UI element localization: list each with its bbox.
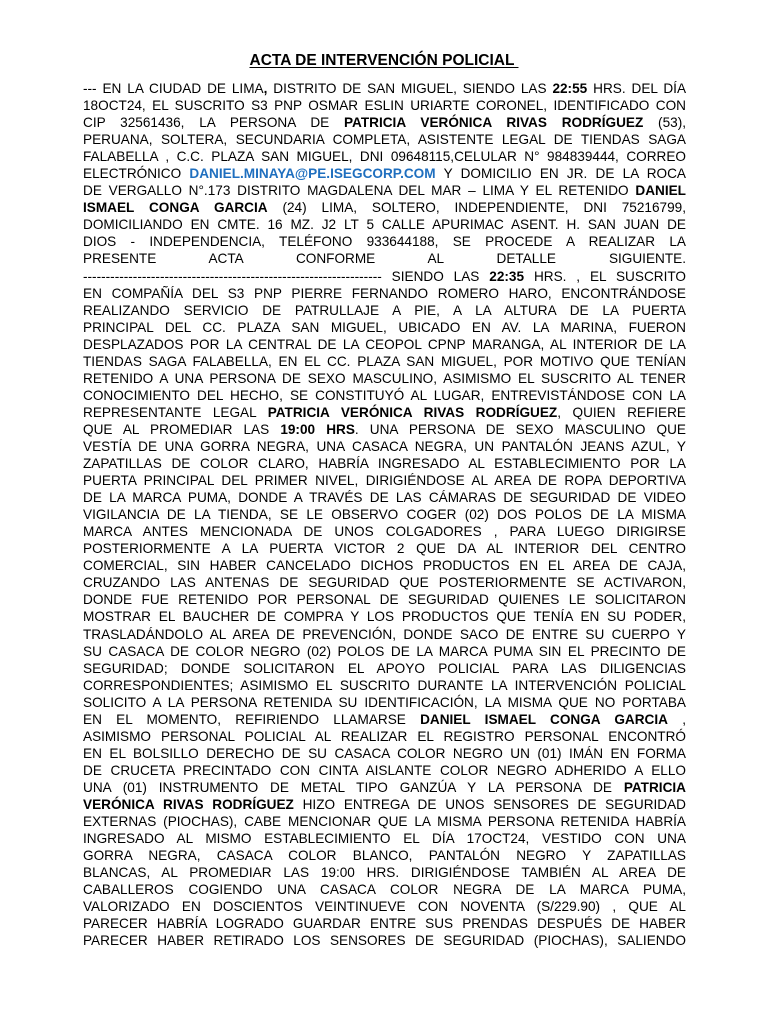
body-text: CABALLEROS COGIENDO UNA CASACA COLOR NEGRA DE LA MARCA PUMA, <box>83 882 686 898</box>
body-line <box>83 608 686 625</box>
body-line <box>83 643 686 660</box>
body-text: PUERTA PRINCIPAL DEL PRIMER NIVEL, DIRIGIÉNDOSE AL AREA DE ROPA DEPORTIVA <box>83 473 686 489</box>
bold-text: DANIEL ISMAEL CONGA GARCIA <box>420 711 668 727</box>
body-line <box>83 660 686 677</box>
body-line <box>83 455 686 472</box>
body-text: VIGILANCIA DE LA TIENDA, SE LE OBSERVO COGER (02) DOS POLOS DE LA MISMA <box>83 507 686 523</box>
body-line <box>83 285 686 302</box>
body-text: ------------------------------------------------------------------ SIENDO LAS <box>83 268 490 284</box>
body-line <box>83 745 686 762</box>
bold-text: 19:00 HRS <box>280 421 355 437</box>
body-line <box>83 97 686 114</box>
body-text: DOMICILIANDO EN CMTE. 16 MZ. J2 LT 5 CALLE APURIMAC ASENT. H. SAN JUAN DE <box>83 217 686 233</box>
body-line <box>83 932 686 949</box>
document-title-text: ACTA DE INTERVENCIÓN POLICIAL <box>249 52 519 69</box>
body-text: DE VERGALLO N°.173 DISTRITO MAGDALENA DEL MAR – LIMA Y EL RETENIDO <box>83 183 636 199</box>
body-text: ELECTRÓNICO <box>83 166 190 182</box>
body-text: 18OCT24, EL SUSCRITO S3 PNP OSMAR ESLIN URIARTE CORONEL, IDENTIFICADO CON <box>83 98 686 114</box>
body-text: TRASLADÁNDOLO AL AREA DE PREVENCIÓN, DONDE SACO DE ENTRE SU CUERPO Y <box>83 626 686 642</box>
body-text: COMERCIAL, SIN HABER CANCELADO DICHOS PRODUCTOS EN EL AREA DE CAJA, <box>83 558 686 574</box>
bold-text: ISMAEL CONGA GARCIA <box>83 200 268 216</box>
bold-text: DANIEL <box>635 183 686 199</box>
bold-text: PATRICIA VERÓNICA RIVAS RODRÍGUEZ <box>267 404 558 420</box>
body-text: DONDE FUE RETENIDO POR PERSONAL DE SEGURIDAD QUIENES LE SOLICITARON <box>83 592 686 608</box>
body-line <box>83 574 686 591</box>
body-text: CONOCIMIENTO DEL HECHO, SE CONSTITUYÓ AL LUGAR, ENTREVISTÁNDOSE CON LA <box>83 387 686 403</box>
body-line <box>83 472 686 489</box>
body-text: CIP 32561436, LA PERSONA DE <box>83 115 344 131</box>
body-text: GORRA NEGRA, CASACA COLOR BLANCO, PANTALÓN NEGRO Y ZAPATILLAS <box>83 848 686 864</box>
email-link[interactable]: DANIEL.MINAYA@PE.ISEGCORP.COM <box>189 166 436 182</box>
body-text: DESPLAZADOS POR LA CENTRAL DE LA CEOPOL CPNP MARANGA, AL INTERIOR DE LA <box>83 336 686 352</box>
body-text: Y DOMICILIO EN JR. DE LA ROCA <box>435 166 686 182</box>
body-line <box>83 438 686 455</box>
body-text: , <box>667 711 686 727</box>
body-line <box>83 796 686 813</box>
body-text: (24) LIMA, SOLTERO, INDEPENDIENTE, DNI 75216799, <box>267 200 686 216</box>
body-text: ASIMISMO PERSONAL POLICIAL AL REALIZAR EL REGISTRO PERSONAL ENCONTRÓ <box>83 728 686 744</box>
body-text: SOLICITO A LA PERSONA RETENIDA SU IDENTIFICACIÓN, LA MISMA QUE NO PORTABA <box>83 694 686 710</box>
body-line <box>83 677 686 694</box>
body-line <box>83 591 686 608</box>
body-text: VESTÍA DE UNA GORRA NEGRA, UNA CASACA NEGRA, UN PANTALÓN JEANS AZUL, Y <box>83 438 686 454</box>
body-text: EN COMPAÑÍA DEL S3 PNP PIERRE FERNANDO ROMERO HARO, ENCONTRÁNDOSE <box>83 285 686 301</box>
bold-text: , <box>263 81 268 96</box>
body-line <box>83 319 686 336</box>
body-line <box>83 80 686 97</box>
body-text: PRINCIPAL DEL CC. PLAZA SAN MIGUEL, UBICADO EN AV. LA MARINA, FUERON <box>83 319 686 335</box>
body-text: TIENDAS SAGA FALABELLA, EN EL CC. PLAZA SAN MIGUEL, POR MOTIVO QUE TENÍAN <box>83 353 686 369</box>
body-line <box>83 557 686 574</box>
body-line <box>83 506 686 523</box>
document-title <box>0 51 768 71</box>
body-text: EN EL MOMENTO, REFIRIENDO LLAMARSE <box>83 711 421 727</box>
body-text: EN EL BOLSILLO DERECHO DE SU CASACA COLOR NEGRO UN (01) IMÁN EN FORMA <box>83 745 686 761</box>
body-line <box>83 336 686 353</box>
bold-text: PATRICIA VERÓNICA RIVAS RODRÍGUEZ <box>343 115 644 131</box>
body-text: CRUZANDO LAS ANTENAS DE SEGURIDAD QUE POSTERIORMENTE SE ACTIVARON, <box>83 575 686 591</box>
body-line <box>83 830 686 847</box>
body-text: SEGURIDAD; DONDE SOLICITARON EL APOYO POLICIAL PARA LAS DILIGENCIAS <box>83 660 686 676</box>
body-text: BLANCAS, AL PROMEDIAR LAS 19:00 HRS. DIRIGIÉNDOSE TAMBIÉN AL AREA DE <box>83 865 686 881</box>
body-line <box>83 779 686 796</box>
body-line <box>83 199 686 216</box>
body-line <box>83 813 686 830</box>
body-line <box>83 216 686 233</box>
body-line <box>83 268 686 285</box>
document-body <box>83 80 686 949</box>
body-line <box>83 182 686 199</box>
bold-text: 22:35 <box>489 268 525 284</box>
body-line <box>83 540 686 557</box>
body-text: REALIZANDO SERVICIO DE PATRULLAJE A PIE, A LA ALTURA DE LA PUERTA <box>83 302 686 318</box>
body-text: PRESENTE ACTA CONFORME AL DETALLE SIGUIENTE. <box>83 251 686 267</box>
body-text: SU CASACA DE COLOR NEGRO (02) POLOS DE LA MARCA PUMA SIN EL PRECINTO DE <box>83 643 686 659</box>
body-text: EXTERNAS (PIOCHAS), CABE MENCIONAR QUE LA MISMA PERSONA RETENIDA HABRÍA <box>83 814 686 830</box>
body-text: DE CRUCETA PRECINTADO CON CINTA AISLANTE COLOR NEGRO ADHERIDO A ELLO <box>83 762 686 778</box>
body-text: UNA (01) INSTRUMENTO DE METAL TIPO GANZÚA Y LA PERSONA DE <box>83 779 624 795</box>
body-line <box>83 302 686 319</box>
body-text: MOSTRAR EL BAUCHER DE COMPRA Y LOS PRODUCTOS QUE TENÍA EN SU PODER, <box>83 609 686 625</box>
body-line <box>83 114 686 131</box>
body-text: ZAPATILLAS DE COLOR CLARO, HABRÍA INGRESADO AL ESTABLECIMIENTO POR LA <box>83 456 686 472</box>
bold-text: 22:55 <box>552 81 588 96</box>
body-text: . UNA PERSONA DE SEXO MASCULINO QUE <box>354 421 686 437</box>
body-text: QUE AL PROMEDIAR LAS <box>83 421 281 437</box>
body-line <box>83 148 686 165</box>
body-line <box>83 165 686 182</box>
body-text: FALABELLA , C.C. PLAZA SAN MIGUEL, DNI 09648115,CELULAR N° 984839444, CORREO <box>83 149 686 165</box>
body-text: MARCA ANTES MENCIONADA DE UNOS COLGADORES , PARA LUEGO DIRIGIRSE <box>83 524 686 540</box>
body-line <box>83 847 686 864</box>
body-line <box>83 915 686 932</box>
body-text: PARECER HABRÍA LOGRADO GUARDAR ENTRE SUS PRENDAS DESPUÉS DE HABER <box>83 916 686 932</box>
body-line <box>83 421 686 438</box>
bold-text: VERÓNICA RIVAS RODRÍGUEZ <box>83 796 294 812</box>
body-line <box>83 353 686 370</box>
body-text: PARECER HABER RETIRADO LOS SENSORES DE SEGURIDAD (PIOCHAS), SALIENDO <box>83 933 686 949</box>
body-text: INGRESADO AL MISMO ESTABLECIMIENTO EL DÍA 17OCT24, VESTIDO CON UNA <box>83 831 686 847</box>
body-line <box>83 694 686 711</box>
body-line <box>83 387 686 404</box>
body-text: PERUANA, SOLTERA, SECUNDARIA COMPLETA, ASISTENTE LEGAL DE TIENDAS SAGA <box>83 132 686 148</box>
bold-text: PATRICIA <box>623 779 686 795</box>
body-text: HRS. , EL SUSCRITO <box>524 268 686 284</box>
body-line <box>83 728 686 745</box>
body-text: DE LA MARCA PUMA, DONDE A TRAVÉS DE LAS CÁMARAS DE SEGURIDAD DE VIDEO <box>83 490 686 506</box>
body-line <box>83 762 686 779</box>
body-line <box>83 489 686 506</box>
body-line <box>83 370 686 387</box>
body-line <box>83 626 686 643</box>
body-text: CORRESPONDIENTES; ASIMISMO EL SUSCRITO DURANTE LA INTERVENCIÓN POLICIAL <box>83 677 686 693</box>
body-text: (53), <box>643 115 686 131</box>
body-line <box>83 404 686 421</box>
body-text: POSTERIORMENTE A LA PUERTA VICTOR 2 QUE DA AL INTERIOR DEL CENTRO <box>83 541 686 557</box>
body-line <box>83 864 686 881</box>
body-text: RETENIDO A UNA PERSONA DE SEXO MASCULINO, ASIMISMO EL SUSCRITO AL TENER <box>83 370 686 386</box>
body-line <box>83 250 686 267</box>
body-text: HRS. DEL DÍA <box>587 81 686 96</box>
body-text: DIOS - INDEPENDENCIA, TELÉFONO 933644188, SE PROCEDE A REALIZAR LA <box>83 234 686 250</box>
body-line <box>83 898 686 915</box>
body-text: HIZO ENTREGA DE UNOS SENSORES DE SEGURIDAD <box>293 796 686 812</box>
body-text: DISTRITO DE SAN MIGUEL, SIENDO LAS <box>267 81 553 96</box>
body-text: --- EN LA CIUDAD DE LIMA <box>83 81 264 96</box>
body-line <box>83 711 686 728</box>
body-line <box>83 131 686 148</box>
body-text: VALORIZADO EN DOSCIENTOS VEINTINUEVE CON NOVENTA (S/229.90) , QUE AL <box>83 899 686 915</box>
body-line <box>83 881 686 898</box>
body-text: , QUIEN REFIERE <box>557 404 686 420</box>
body-line <box>83 523 686 540</box>
body-text: REPRESENTANTE LEGAL <box>83 404 268 420</box>
body-line <box>83 233 686 250</box>
